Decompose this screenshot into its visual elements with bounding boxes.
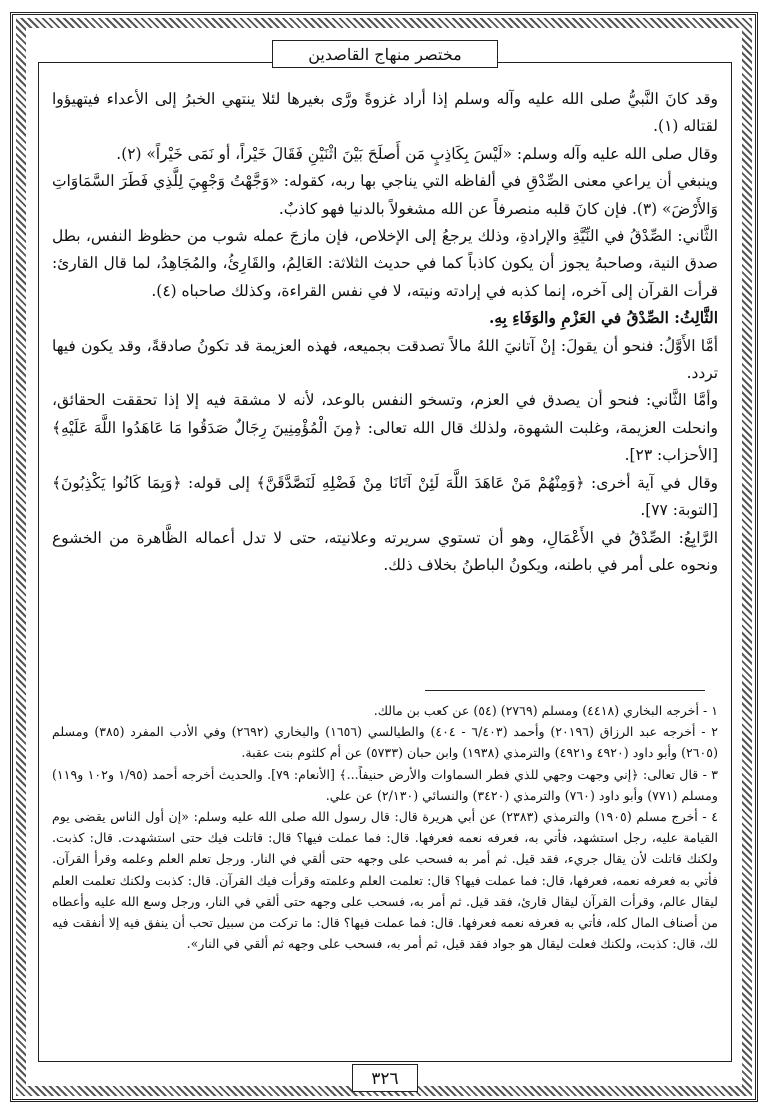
paragraph: أمَّا الأَوَّلُ: فنحو أن يقولَ: إنْ آتانيَ اللهُ مالاً تصدقت بجميعه، فهذه العزيمة قد تكونُ صادقةً، وقد يكون فيها تردد.: [52, 336, 718, 383]
running-header-title: مختصر منهاج القاصدين: [272, 40, 498, 68]
paragraph: وقال صلى الله عليه وآله وسلم: «لَيْسَ بِكَاذِبٍ مَن أَصلَحَ بَيْنَ اثْنَيْنِ فَقَالَ خَيْراً، أو نَمَى خَيْراً» (٢).: [116, 144, 718, 163]
footnote: ٢ - أخرجه عبد الرزاق (٢٠١٩٦) وأحمد (٦/٤٠٣ - ٤٠٤) والطيالسي (١٦٥٦) والبخاري (٢٦٩٢) وفي الأدب المفرد (٣٨٥) ومسلم (٢٦٠٥) وأبو داود (٤٩٢٠ و٤٩٢١) والترمذي (١٩٣٨) وابن حبان (٥٧٣٣) عن أم كلثوم بنت عقبة.: [52, 724, 718, 761]
paragraph: وأمَّا الثَّاني: فنحو أن يصدق في العزم، وتسخو النفس بالوعد، لأنه لا مشقة فيه إلا إذا تحققت الحقائق، وانحلت العزيمة، وغلبت الشهوة، ولذلك قال الله تعالى: ﴿مِنَ الْمُؤْمِنِينَ رِجَالٌ صَدَقُوا مَا عَاهَدُوا اللَّهَ عَلَيْهِ﴾ [الأحزاب: ٢٣].: [52, 391, 718, 465]
section-heading: الثَّالِثُ: الصِّدْقُ في العَزْمِ والوَفَاءِ بِهِ.: [488, 309, 718, 328]
paragraph: وقال في آية أخرى: ﴿وَمِنْهُمْ مَنْ عَاهَدَ اللَّهَ لَئِنْ آتَانَا مِنْ فَضْلِهِ لَنَصَّدَّقَنَّ﴾ إلى قوله: ﴿وَبِمَا كَانُوا يَكْذِبُونَ﴾ [التوبة: ٧٧].: [52, 473, 718, 520]
page-number: ٣٢٦: [352, 1064, 418, 1092]
footnote: ٤ - أخرج مسلم (١٩٠٥) والترمذي (٢٣٨٣) عن أبي هريرة قال: قال رسول الله صلى الله عليه وسلم: «إن أول الناس يقضى يوم القيامة عليه، رجل استشهد، فأتي به، فعرفه نعمه فعرفها. قال: فما عملت فيها؟ قال: قاتلت فيك حتى استشهدت. قال: كذبت. ولكنك قاتلت لأن يقال جريء، فقد قيل. ثم أمر به فسحب على وجهه حتى ألقي في النار. ورجل تعلم العلم وعلمه وقرأ القرآن. فأتي به فعرفه نعمه، فعرفها، قال: فما عملت فيها؟ قال: تعلمت العلم وعلمته وقرأت فيك القرآن. قال: كذبت ولكنك تعلمت العلم ليقال عالم، وقرأت القرآن ليقال قارئ، فقد قيل. ثم أمر به، فسحب على وجهه حتى ألقي في النار، ورجل وسع الله عليه وأعطاه من أصناف المال كله، فأتي به فعرفه نعمه فعرفها. قال: فما عملت فيها؟ قال: ما تركت من سبيل تحب أن ينفق فيه إلا أنفقت فيه لك، قال: كذبت، ولكنك فعلت ليقال هو جواد فقد قيل، ثم أمر به، فسحب على وجهه ثم ألقي في النار».: [52, 809, 719, 952]
footnote: ٣ - قال تعالى: ﴿إني وجهت وجهي للذي فطر السماوات والأرض حنيفاً...﴾ [الأنعام: ٧٩]. والحديث أخرجه أحمد (١/٩٥ و١٠٢ و١١٩) ومسلم (٧٧١) وأبو داود (٧٦٠) والترمذي (٣٤٢٠) والنسائي (٢/١٣٠) عن علي.: [52, 766, 718, 803]
footnote: ١ - أخرجه البخاري (٤٤١٨) ومسلم (٢٧٦٩) (٥٤) عن كعب بن مالك.: [373, 703, 718, 718]
footnotes: [52, 700, 718, 954]
paragraph: وقد كانَ النَّبيُّ صلى الله عليه وآله وسلم إذا أراد غزوةً ورَّى بغيرها لئلا ينتهي الخبرُ إلى الأعداء فيتهيؤوا لقتاله (١).: [52, 90, 718, 136]
paragraph: الثَّاني: الصِّدْقُ في النِّيَّةِ والإرادةِ، وذلك يرجعُ إلى الإخلاص، فإن مازجَ عمله شوب من حظوظ النفس، بطل صدق النية، وصاحبهُ يجوز أن يكون كاذباً كما في حديث الثلاثة: العَالِمُ، والقَارِئُ، والمُجَاهِدُ، لما قال القارئ: قرأت القرآن إلى آخره، إنما كذبه في إرادته ونيته، لا في نفس القراءة، وكذلك صاحباه (٤).: [52, 227, 718, 300]
main-text: [52, 86, 718, 579]
paragraph: الرَّابِعُ: الصِّدْقُ في الأَعْمَالِ، وهو أن تستوي سريرته وعلانيته، حتى لا تدل أعماله الظَّاهرة من الخشوع ونحوه على أمر في باطنه، ويكونُ الباطنُ بخلاف ذلك.: [52, 528, 718, 574]
footnote-divider: [425, 690, 705, 691]
paragraph: وينبغي أن يراعي معنى الصِّدْقِ في ألفاظه التي يناجي بها ربه، كقوله: «وَجَّهْتُ وَجْهِيَ لِلَّذِي فَطَرَ السَّمَاوَاتِ وَالأَرْضَ» (٣). فإن كانَ قلبه منصرفاً عن الله مشغولاً بالدنيا فهو كاذبٌ.: [52, 172, 718, 218]
